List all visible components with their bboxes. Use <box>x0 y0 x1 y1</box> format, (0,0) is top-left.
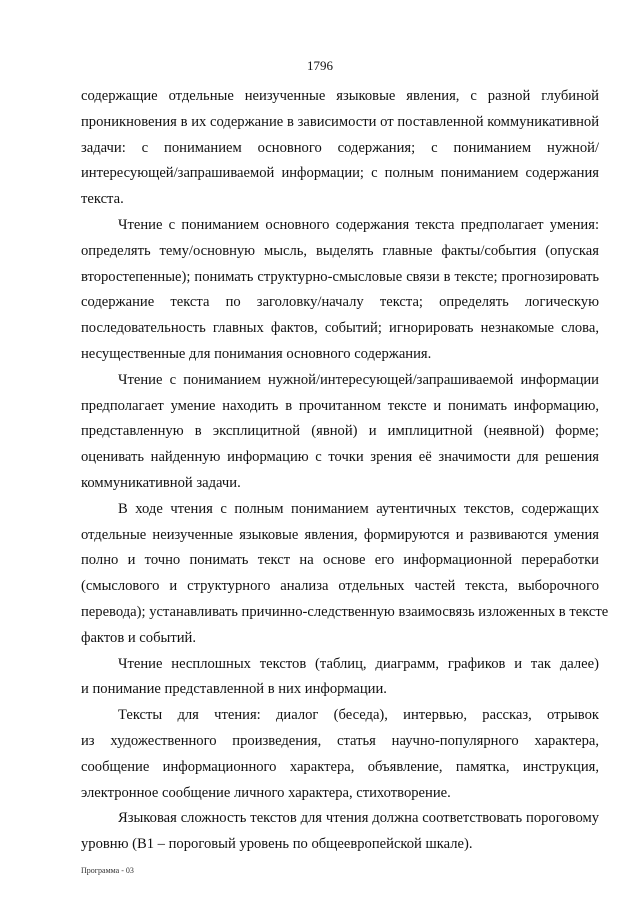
paragraph <box>81 652 599 704</box>
text-line: Чтение с пониманием основного содержания текста предполагает умения: <box>118 216 599 233</box>
text-line: предполагает умение находить в прочитанном тексте и понимать информацию, <box>81 397 599 414</box>
text-line: перевода); устанавливать причинно-следственную взаимосвязь изложенных в тексте <box>81 603 609 620</box>
text-line: из художественного произведения, статья научно-популярного характера, <box>81 732 599 749</box>
text-line: определять тему/основную мысль, выделять главные факты/события (опуская <box>81 242 599 259</box>
paragraph <box>81 368 599 497</box>
text-line: содержание текста по заголовку/началу текста; определять логическую <box>81 294 599 311</box>
text-line: коммуникативной задачи. <box>81 474 241 491</box>
text-line: отдельные неизученные языковые явления, формируются и развиваются умения <box>81 526 599 543</box>
text-line: проникновения в их содержание в зависимости от поставленной коммуникативной <box>81 113 599 130</box>
text-line: последовательность главных фактов, событий; игнорировать незнакомые слова, <box>81 320 599 337</box>
paragraph <box>81 703 599 806</box>
text-line: Чтение с пониманием нужной/интересующей/запрашиваемой информации <box>118 371 599 388</box>
paragraph <box>81 84 599 213</box>
text-line: (смыслового и структурного анализа отдельных частей текста, выборочного <box>81 578 599 595</box>
text-line: второстепенные); понимать структурно-смысловые связи в тексте; прогнозировать <box>81 268 599 285</box>
text-line: полно и точно понимать текст на основе его информационной переработки <box>81 552 599 569</box>
text-line: представленную в эксплицитной (явной) и имплицитной (неявной) форме; <box>81 423 599 440</box>
text-line: электронное сообщение личного характера, стихотворение. <box>81 784 451 801</box>
text-line: фактов и событий. <box>81 629 196 646</box>
body-text <box>81 84 609 858</box>
text-line: оценивать найденную информацию с точки зрения её значимости для решения <box>81 449 599 466</box>
paragraph <box>81 213 599 368</box>
text-line: несущественные для понимания основного содержания. <box>81 345 432 362</box>
text-line: сообщение информационного характера, объявление, памятка, инструкция, <box>81 758 599 775</box>
page-number: 1796 <box>307 58 333 73</box>
text-line: задачи: с пониманием основного содержания; с пониманием нужной/ <box>81 139 599 156</box>
paragraph <box>81 806 599 858</box>
text-line: интересующей/запрашиваемой информации; с полным пониманием содержания <box>81 165 599 182</box>
text-line: текста. <box>81 191 124 208</box>
text-line: Тексты для чтения: диалог (беседа), интервью, рассказ, отрывок <box>118 707 599 724</box>
text-line: Языковая сложность текстов для чтения должна соответствовать пороговому <box>118 810 599 827</box>
text-line: содержащие отдельные неизученные языковые явления, с разной глубиной <box>81 88 599 104</box>
text-line: В ходе чтения с полным пониманием аутентичных текстов, содержащих <box>118 500 599 517</box>
text-line: уровню (B1 – пороговый уровень по общеевропейской шкале). <box>81 836 473 853</box>
text-line: и понимание представленной в них информации. <box>81 681 387 698</box>
text-line: Чтение несплошных текстов (таблиц, диаграмм, графиков и так далее) <box>118 655 599 672</box>
page-footer: Программа - 03 <box>81 866 134 875</box>
paragraph <box>81 497 609 652</box>
